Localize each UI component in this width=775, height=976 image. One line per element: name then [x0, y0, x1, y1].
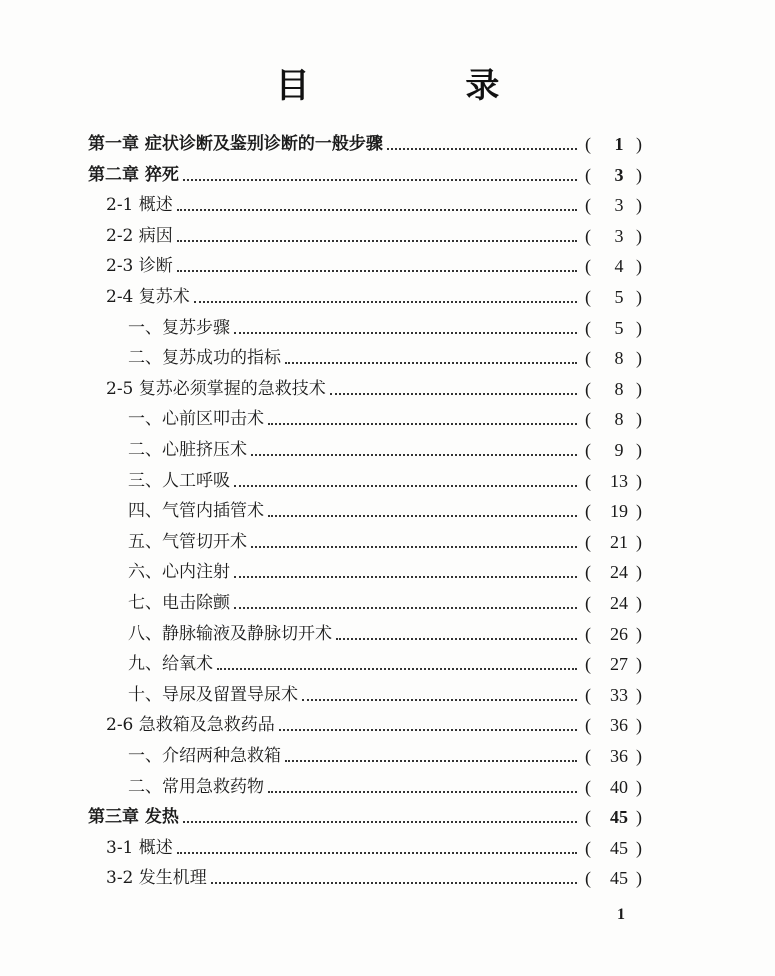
- dot-leader: [177, 240, 577, 272]
- page-title: 目 录: [275, 66, 572, 106]
- toc-entry-label: 2-3 诊断: [106, 256, 173, 277]
- toc-page-number: 40: [610, 776, 628, 797]
- toc-entry-label: 二、常用急救药物: [128, 776, 264, 797]
- toc-entry-label: 2-4 复苏术: [106, 287, 190, 307]
- close-paren: ): [636, 746, 642, 766]
- toc-page-number: 3: [614, 195, 624, 216]
- open-paren: (: [585, 654, 591, 675]
- dot-leader: [234, 577, 577, 609]
- toc-page-number: 24: [610, 593, 628, 613]
- open-paren: (: [585, 470, 591, 491]
- open-paren: (: [585, 715, 591, 736]
- open-paren: (: [585, 134, 591, 154]
- open-paren: (: [585, 776, 591, 797]
- open-paren: (: [585, 868, 591, 889]
- toc-entry-label: 六、心内注射: [128, 562, 230, 583]
- dot-leader: [336, 608, 577, 640]
- toc-entry-label: 2-6 急救箱及急救药品: [106, 715, 275, 736]
- toc-entry-label: 一、心前区叩击术: [128, 409, 264, 430]
- open-paren: (: [585, 256, 591, 277]
- open-paren: (: [585, 378, 591, 399]
- close-paren: ): [636, 164, 642, 185]
- dot-leader: [251, 424, 577, 456]
- toc-entry-label: 七、电击除颤: [128, 593, 230, 613]
- dot-leader: [268, 485, 577, 517]
- close-paren: ): [636, 378, 642, 399]
- toc-page-number: 27: [610, 654, 628, 675]
- toc-entry-label: 三、人工呼吸: [128, 470, 230, 491]
- toc-entry-label: 四、气管内插管术: [128, 501, 264, 522]
- close-paren: ): [636, 409, 642, 430]
- close-paren: ): [636, 684, 642, 705]
- toc-page-number: 8: [614, 378, 624, 399]
- dot-leader: [234, 302, 577, 334]
- toc-page-number: 3: [614, 164, 624, 185]
- open-paren: (: [585, 225, 591, 246]
- dot-leader: [234, 546, 577, 578]
- toc-entry-label: 一、复苏步骤: [128, 317, 230, 338]
- open-paren: (: [585, 531, 591, 552]
- open-paren: (: [585, 807, 591, 828]
- close-paren: ): [636, 225, 642, 246]
- close-paren: ): [636, 654, 642, 675]
- toc-page-number: 8: [614, 409, 624, 430]
- toc-entry-label: 3-2 发生机理: [106, 868, 207, 889]
- toc-entry-label: 2-1 概述: [106, 195, 173, 216]
- dot-leader: [217, 638, 577, 670]
- toc-entry-label: 第一章 症状诊断及鉴别诊断的一般步骤: [88, 134, 383, 154]
- dot-leader: [279, 699, 577, 731]
- toc-entry-label: 九、给氧术: [128, 654, 213, 675]
- open-paren: (: [585, 501, 591, 522]
- toc-entry-label: 五、气管切开术: [128, 531, 247, 552]
- toc-entry-label: 二、复苏成功的指标: [128, 348, 281, 369]
- toc-entry-label: 2-5 复苏必须掌握的急救技术: [106, 378, 326, 399]
- open-paren: (: [585, 746, 591, 766]
- close-paren: ): [636, 593, 642, 613]
- close-paren: ): [636, 715, 642, 736]
- close-paren: ): [636, 776, 642, 797]
- close-paren: ): [636, 287, 642, 307]
- toc-page-number: 45: [610, 837, 628, 858]
- toc-page-number: 26: [610, 623, 628, 644]
- dot-leader: [183, 791, 577, 823]
- toc-entry-label: 第二章 猝死: [88, 164, 179, 185]
- toc-page-number: 33: [610, 684, 628, 705]
- dot-leader: [285, 332, 577, 364]
- toc-page-number: 5: [614, 287, 624, 307]
- toc-page-number: 45: [610, 807, 628, 828]
- page-number: 1: [617, 906, 625, 923]
- toc-page-number: 1: [614, 134, 624, 154]
- open-paren: (: [585, 164, 591, 185]
- close-paren: ): [636, 501, 642, 522]
- open-paren: (: [585, 440, 591, 460]
- toc-page-number: 13: [610, 470, 628, 491]
- dot-leader: [268, 761, 577, 793]
- toc-entry-label: 第三章 发热: [88, 807, 179, 828]
- close-paren: ): [636, 317, 642, 338]
- toc-entry-label: 2-2 病因: [106, 225, 173, 246]
- dot-leader: [330, 363, 577, 395]
- toc-entry-label: 3-1 概述: [106, 837, 173, 858]
- toc-page-number: 5: [614, 317, 624, 338]
- open-paren: (: [585, 317, 591, 338]
- toc-page-number: 8: [614, 348, 624, 369]
- dot-leader: [177, 210, 577, 242]
- close-paren: ): [636, 807, 642, 828]
- open-paren: (: [585, 684, 591, 705]
- open-paren: (: [585, 409, 591, 430]
- dot-leader: [387, 118, 577, 150]
- open-paren: (: [585, 593, 591, 613]
- close-paren: ): [636, 623, 642, 644]
- close-paren: ): [636, 868, 642, 889]
- close-paren: ): [636, 470, 642, 491]
- close-paren: ): [636, 195, 642, 216]
- dot-leader: [194, 271, 577, 303]
- dot-leader: [234, 455, 577, 487]
- toc-entry-label: 一、介绍两种急救箱: [128, 746, 281, 766]
- dot-leader: [183, 149, 577, 181]
- toc-entry-label: 十、导尿及留置导尿术: [128, 684, 298, 705]
- toc-page-number: 45: [610, 868, 628, 889]
- dot-leader: [268, 393, 577, 425]
- toc-page-number: 3: [614, 225, 624, 246]
- open-paren: (: [585, 287, 591, 307]
- toc-page-number: 36: [610, 746, 628, 766]
- open-paren: (: [585, 195, 591, 216]
- toc-entry-label: 二、心脏挤压术: [128, 440, 247, 460]
- close-paren: ): [636, 531, 642, 552]
- dot-leader: [251, 516, 577, 548]
- open-paren: (: [585, 837, 591, 858]
- open-paren: (: [585, 348, 591, 369]
- dot-leader: [211, 852, 577, 884]
- close-paren: ): [636, 134, 642, 154]
- toc-page-number: 36: [610, 715, 628, 736]
- toc-page-number: 9: [614, 440, 624, 460]
- close-paren: ): [636, 256, 642, 277]
- open-paren: (: [585, 562, 591, 583]
- open-paren: (: [585, 623, 591, 644]
- close-paren: ): [636, 837, 642, 858]
- toc-page-number: 19: [610, 501, 628, 522]
- toc-page-number: 24: [610, 562, 628, 583]
- dot-leader: [177, 179, 577, 211]
- toc-entry-label: 八、静脉输液及静脉切开术: [128, 623, 332, 644]
- toc-entry-row: [0, 863, 775, 893]
- close-paren: ): [636, 348, 642, 369]
- dot-leader: [302, 669, 577, 701]
- toc-page-number: 4: [614, 256, 624, 277]
- dot-leader: [285, 730, 577, 762]
- close-paren: ): [636, 440, 642, 460]
- dot-leader: [177, 822, 577, 854]
- toc-page-number: 21: [610, 531, 628, 552]
- close-paren: ): [636, 562, 642, 583]
